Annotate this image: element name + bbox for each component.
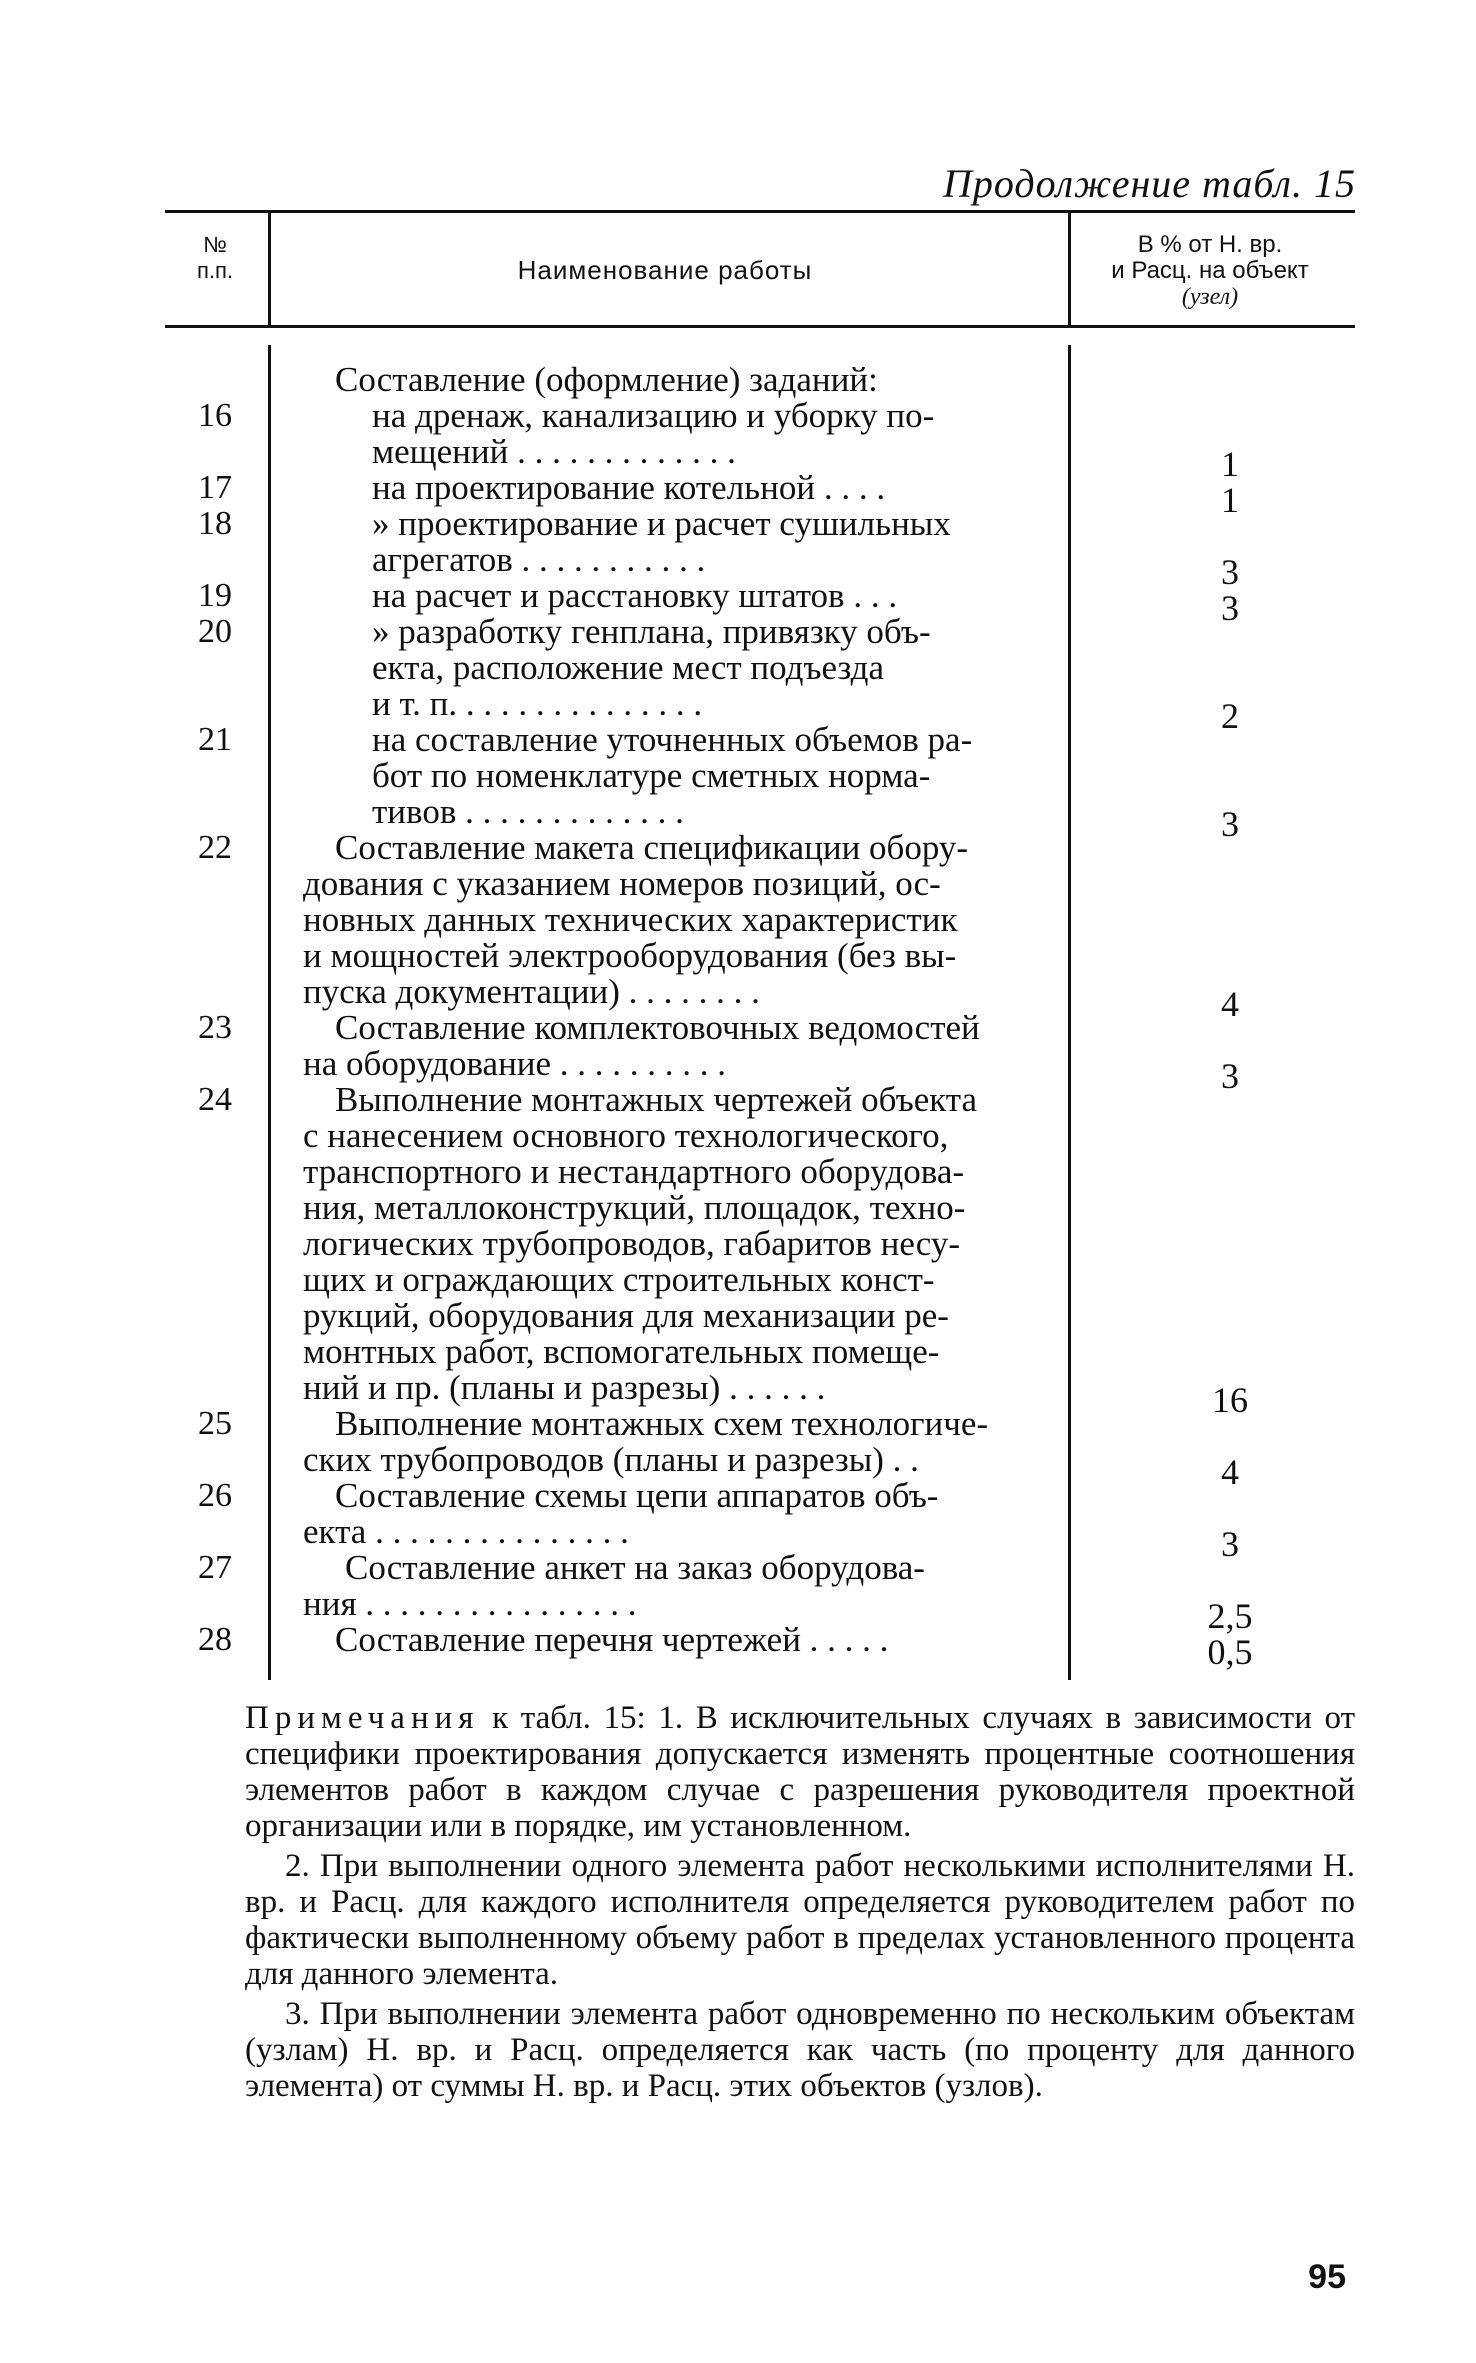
work-line: пуска документации) . . . . . . . . <box>303 972 760 1011</box>
row-number: 17 <box>198 469 232 506</box>
work-line: ния, металлоконструкций, площадок, техно- <box>303 1188 966 1227</box>
work-line: » проектирование и расчет сушильных <box>372 504 951 543</box>
work-line: » разработку генплана, привязку объ- <box>372 612 931 651</box>
work-line: щих и ограждающих строительных конст- <box>303 1260 935 1299</box>
row-number: 18 <box>198 505 232 542</box>
work-line: Составление схемы цепи аппаратов объ- <box>335 1476 939 1515</box>
percent-value: 3 <box>1221 804 1239 844</box>
work-line: ских трубопроводов (планы и разрезы) . . <box>303 1440 919 1479</box>
work-line: Составление перечня чертежей . . . . . <box>335 1620 889 1659</box>
work-line: транспортного и нестандартного оборудова- <box>303 1152 965 1191</box>
header-name-column: Наименование работы <box>517 255 813 285</box>
row-number: 28 <box>198 1621 232 1658</box>
percent-value: 2 <box>1221 696 1239 736</box>
work-line: монтных работ, вспомогательных помеще- <box>303 1332 940 1371</box>
row-number: 26 <box>198 1477 232 1514</box>
header-percent-column <box>1070 232 1350 310</box>
percent-value: 4 <box>1221 984 1239 1024</box>
row-number: 25 <box>198 1405 232 1442</box>
table-continuation-caption: Продолжение табл. 15 <box>942 161 1356 206</box>
work-line: екта . . . . . . . . . . . . . . . <box>303 1512 629 1551</box>
row-number: 19 <box>198 577 232 614</box>
percent-value: 16 <box>1212 1380 1248 1420</box>
work-line: на оборудование . . . . . . . . . . <box>303 1044 727 1083</box>
work-line: на составление уточненных объемов ра- <box>372 720 973 759</box>
note-3: 3. При выполнении элемента работ одновременно по нескольким объектам (узлам) Н. вр. и Расц. определяется как часть (по проценту для данного элемента) от суммы Н. вр. и Расц. этих объектов (узлов). <box>245 1996 1355 2104</box>
work-line: ний и пр. (планы и разрезы) . . . . . . <box>303 1368 826 1407</box>
row-number: 27 <box>198 1549 232 1586</box>
work-line: Составление (оформление) заданий: <box>335 360 878 399</box>
row-number: 23 <box>198 1009 232 1046</box>
work-line: Составление анкет на заказ оборудова- <box>345 1548 925 1587</box>
row-number: 16 <box>198 397 232 434</box>
percent-value: 3 <box>1221 1524 1239 1564</box>
work-line: бот по номенклатуре сметных норма- <box>372 756 931 795</box>
percent-value: 1 <box>1221 444 1239 484</box>
header-number-column <box>165 232 265 284</box>
percent-value: 2,5 <box>1207 1596 1253 1636</box>
note-1-text: к табл. 15: 1. В исключительных случаях в зависимости от специфики проектирования допускается изменять процентные соотношения элементов работ в каждом случае с разрешения руководителя проектной организации или в порядке, им установленном. <box>245 1700 1355 1844</box>
page-number: 95 <box>1308 2258 1346 2296</box>
work-line: рукций, оборудования для механизации ре- <box>303 1296 949 1335</box>
body-separator-1 <box>268 345 271 1680</box>
header-top-rule <box>165 210 1355 213</box>
percent-value: 0,5 <box>1207 1632 1253 1672</box>
table-notes <box>245 1700 1355 2104</box>
work-line: с нанесением основного технологического, <box>303 1116 949 1155</box>
work-line: и мощностей электрооборудования (без вы- <box>303 936 957 975</box>
row-number: 22 <box>198 829 232 866</box>
work-line: Составление макета спецификации обору- <box>335 828 969 867</box>
work-line: Выполнение монтажных схем технологиче- <box>335 1404 989 1443</box>
notes-heading: Примечания <box>245 1700 480 1736</box>
work-line: Составление комплектовочных ведомостей <box>335 1008 980 1047</box>
percent-value: 4 <box>1221 1452 1239 1492</box>
body-separator-2 <box>1068 345 1071 1680</box>
percent-value: 3 <box>1221 552 1239 592</box>
header-percent-line1: В % от Н. вр. <box>1137 231 1283 258</box>
work-line: агрегатов . . . . . . . . . . . <box>372 540 706 579</box>
work-line: на расчет и расстановку штатов . . . <box>372 576 898 615</box>
row-number: 20 <box>198 613 232 650</box>
row-number: 24 <box>198 1081 232 1118</box>
work-line: мещений . . . . . . . . . . . . . <box>372 432 736 471</box>
work-line: новных данных технических характеристик <box>303 900 958 939</box>
work-line: логических трубопроводов, габаритов несу- <box>303 1224 960 1263</box>
header-bottom-rule <box>165 325 1355 328</box>
work-line: и т. п. . . . . . . . . . . . . . . <box>372 684 703 723</box>
header-percent-line2: и Расц. на объект <box>1111 257 1309 284</box>
work-line: на проектирование котельной . . . . <box>372 468 886 507</box>
header-separator-1 <box>268 212 271 325</box>
work-line: тивов . . . . . . . . . . . . . <box>372 792 684 831</box>
header-number-line1: № <box>203 232 227 257</box>
percent-value: 1 <box>1221 480 1239 520</box>
work-line: екта, расположение мест подъезда <box>372 648 885 687</box>
percent-value: 3 <box>1221 588 1239 628</box>
work-line: дования с указанием номеров позиций, ос- <box>303 864 941 903</box>
work-line: Выполнение монтажных чертежей объекта <box>335 1080 978 1119</box>
note-2: 2. При выполнении одного элемента работ несколькими исполнителями Н. вр. и Расц. для каждого исполнителя определяется руководителем работ по фактически выполненному объему работ в пределах установленного процента для данного элемента. <box>245 1848 1355 1992</box>
row-number: 21 <box>198 721 232 758</box>
note-1 <box>245 1700 1355 1844</box>
header-percent-line3: (узел) <box>1181 284 1239 310</box>
percent-value: 3 <box>1221 1056 1239 1096</box>
work-line: ния . . . . . . . . . . . . . . . . <box>303 1584 637 1623</box>
work-line: на дренаж, канализацию и уборку по- <box>372 396 935 435</box>
header-number-line2: п.п. <box>196 258 234 283</box>
